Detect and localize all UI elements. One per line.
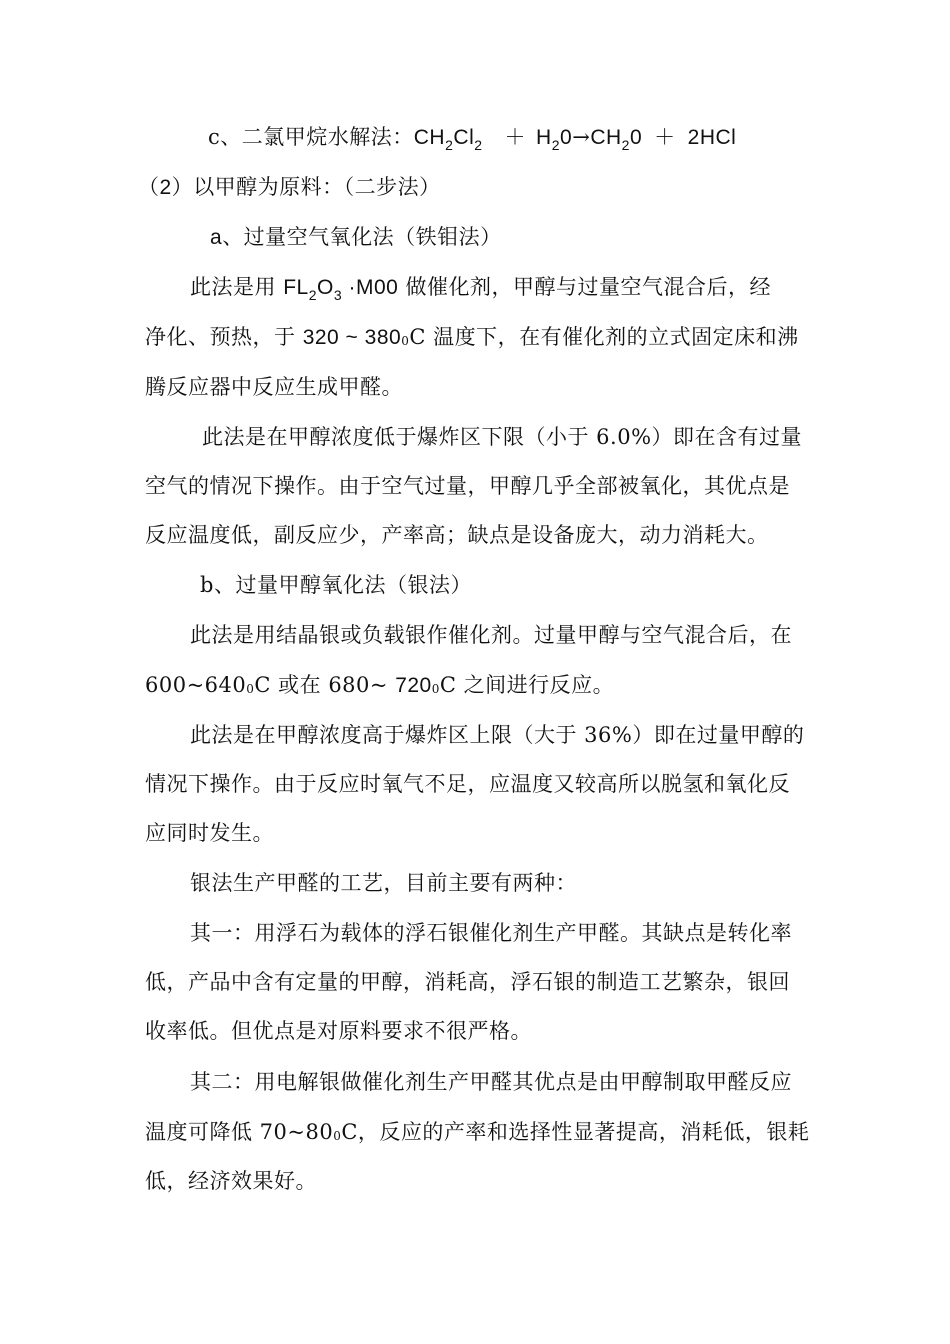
para5-line1: 银法生产甲醛的工艺，目前主要有两种： [190, 871, 577, 895]
para6-line1: 其一：用浮石为载体的浮石银催化剂生产甲醛。其缺点是转化率 [190, 921, 792, 945]
temperature-range-1: 320 ~ 380 [302, 326, 402, 349]
para3-l2-c: C 之间进行反应。 [439, 673, 615, 697]
reactant-1-sub-2: 2 [474, 137, 483, 153]
heading-a-text: 、过量空气氧化法（铁钼法） [222, 225, 502, 249]
para7-line3: 低，经济效果好。 [145, 1169, 317, 1193]
reaction-arrow: → [572, 125, 591, 149]
catalyst-formula [283, 276, 399, 303]
para1-l1-c: 做催化剂，甲醇与过量空气混合后，经 [398, 275, 772, 299]
heading-a-letter: a [210, 226, 223, 249]
para1-line3: 腾反应器中反应生成甲醛。 [145, 375, 403, 399]
reactant-2-o: 0 [560, 126, 573, 149]
para7-line2 [145, 1117, 815, 1151]
para6-line3: 收率低。但优点是对原料要求不很严格。 [145, 1019, 532, 1043]
para4-line2: 情况下操作。由于反应时氧气不足，应温度又较高所以脱氢和氧化反 [145, 772, 790, 796]
plus-sign-1: ＋ [504, 125, 527, 149]
degree-mark: 0 [246, 682, 255, 696]
para3-l2-a: 600~640 [145, 673, 247, 697]
reactant-2-sub: 2 [551, 137, 561, 153]
equation-c [208, 122, 878, 153]
reactant-1-ch: CH [413, 126, 446, 149]
product-2: 2HCl [687, 126, 737, 149]
temperature-720: 720 [395, 674, 432, 697]
para7-l2-b: C，反应的产率和选择性显著提高，消耗低，银耗 [341, 1120, 810, 1144]
reactant-2-h: H [536, 126, 552, 149]
catalyst-sub-1: 2 [308, 287, 317, 303]
product-1-sub: 2 [621, 137, 630, 153]
heading-2-text: 以甲醇为原料：（二步法） [193, 175, 441, 199]
degree-mark: 0 [333, 1129, 342, 1143]
para1-l2-a: 净化、预热，于 [145, 325, 303, 349]
para1-line2 [145, 322, 815, 356]
reactant-1-sub-1: 2 [445, 137, 454, 153]
para2-line1: 此法是在甲醇浓度低于爆炸区下限（小于 6.0%）即在含有过量 [202, 425, 803, 449]
para2-line2: 空气的情况下操作。由于空气过量，甲醇几乎全部被氧化，其优点是 [145, 474, 790, 498]
heading-b: b、过量甲醇氧化法（银法） [200, 573, 472, 597]
heading-2 [138, 172, 808, 203]
para7-l2-a: 温度可降低 70~80 [145, 1120, 334, 1144]
para6-line2: 低，产品中含有定量的甲醇，消耗高，浮石银的制造工艺繁杂，银回 [145, 970, 790, 994]
para4-line1: 此法是在甲醇浓度高于爆炸区上限（大于 36%）即在过量甲醇的 [190, 723, 805, 747]
reactant-1-cl: Cl [453, 126, 475, 149]
para2-line3: 反应温度低，副反应少，产率高；缺点是设备庞大，动力消耗大。 [145, 523, 769, 547]
para3-line1: 此法是用结晶银或负载银作催化剂。过量甲醇与空气混合后，在 [190, 623, 792, 647]
catalyst-sub-2: 3 [333, 287, 343, 303]
para1-l1-a: 此法是用 [190, 275, 284, 299]
para7-line1: 其二：用电解银做催化剂生产甲醛其优点是由甲醇制取甲醛反应 [190, 1070, 792, 1094]
degree-mark: 0 [431, 682, 440, 696]
product-1-ch: CH [590, 126, 622, 149]
catalyst-fl: FL [283, 276, 309, 299]
product-1-o: 0 [629, 126, 643, 149]
catalyst-m00: ·M00 [342, 276, 399, 299]
para1-l2-c: C 温度下，在有催化剂的立式固定床和沸 [409, 325, 799, 349]
reactant-1 [413, 126, 483, 153]
catalyst-o: O [317, 276, 334, 299]
degree-mark: 0 [401, 334, 410, 348]
para3-line2 [145, 670, 815, 704]
plus-sign-2: ＋ [654, 125, 676, 149]
equation-c-label: c、二氯甲烷水解法： [208, 125, 414, 149]
para3-l2-b: C 或在 680~ [254, 673, 396, 697]
heading-2-number: （2） [138, 176, 194, 199]
para1-line1 [190, 272, 860, 303]
para4-line3: 应同时发生。 [145, 821, 274, 845]
heading-a [210, 222, 880, 253]
product-1 [590, 126, 643, 153]
reactant-2 [536, 126, 573, 153]
